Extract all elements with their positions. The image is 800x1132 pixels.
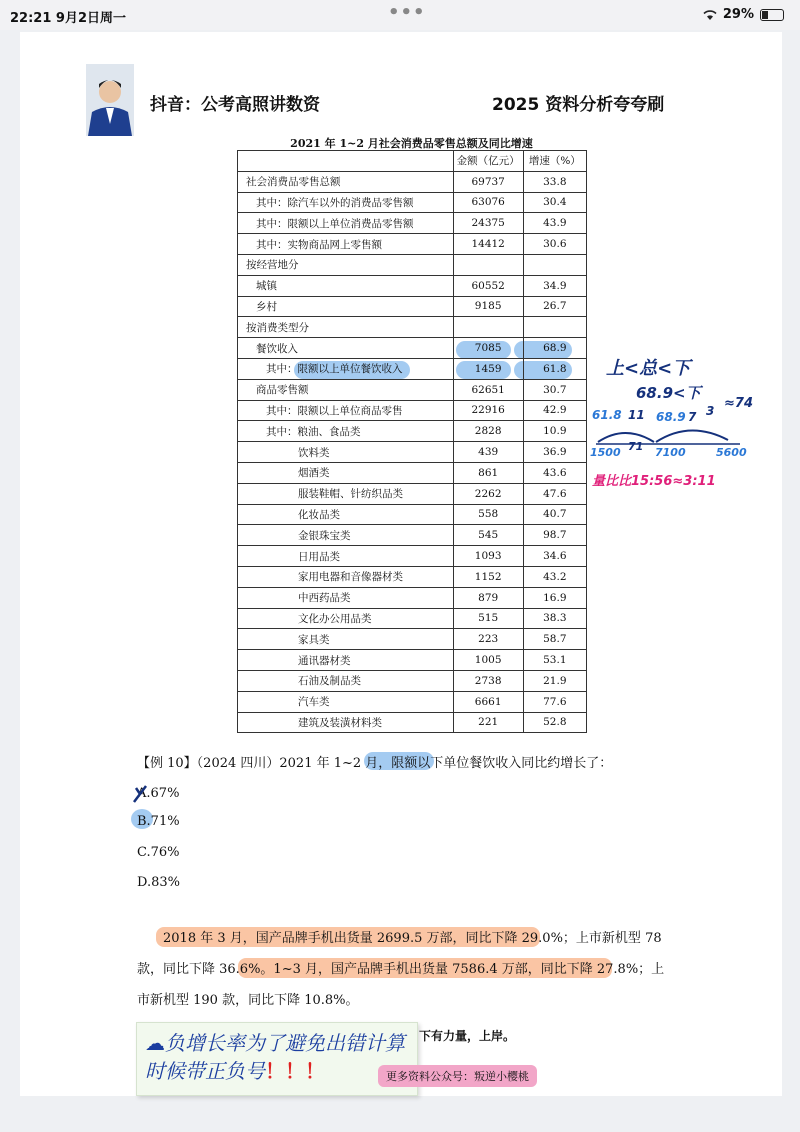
row-growth: 43.6: [523, 462, 586, 483]
table-row: [238, 296, 587, 317]
row-amount: 2828: [453, 421, 523, 442]
table-row: [238, 192, 587, 213]
table-row: [238, 400, 587, 421]
row-growth: 53.1: [523, 650, 586, 671]
option-b[interactable]: B.71%: [137, 814, 180, 829]
row-amount: 14412: [453, 234, 523, 255]
sticky-note: [136, 1022, 418, 1096]
table-row: [238, 275, 587, 296]
table-row: [238, 317, 587, 338]
row-growth: 61.8: [523, 358, 586, 379]
row-label: 其中：实物商品网上零售额: [238, 234, 454, 255]
handwriting-b2: 71: [628, 440, 644, 453]
table-row: [238, 546, 587, 567]
row-label: 饮料类: [238, 442, 454, 463]
row-label: 其中：限额以上单位消费品零售额: [238, 213, 454, 234]
row-label: 其中：粮油、食品类: [238, 421, 454, 442]
row-label: 建筑及装潢材料类: [238, 712, 454, 733]
row-amount: 879: [453, 587, 523, 608]
row-label: 城镇: [238, 275, 454, 296]
table-row: [238, 442, 587, 463]
table-row: [238, 254, 587, 275]
row-amount: 60552: [453, 275, 523, 296]
header-series: 2025 资料分析夸夸刷: [492, 95, 665, 115]
row-amount: 9185: [453, 296, 523, 317]
table-row: [238, 421, 587, 442]
row-growth: 36.9: [523, 442, 586, 463]
row-growth: 77.6: [523, 691, 586, 712]
header-blank: [238, 151, 454, 172]
row-label: 商品零售额: [238, 379, 454, 400]
handwriting-line2: 68.9<下: [636, 384, 701, 402]
row-label: 乡村: [238, 296, 454, 317]
row-growth: 34.9: [523, 275, 586, 296]
table-row: [238, 608, 587, 629]
row-growth: 43.9: [523, 213, 586, 234]
row-growth: 21.9: [523, 670, 586, 691]
table-row: [238, 712, 587, 733]
handwriting-ratio: 量比比15:56≈3:11: [592, 474, 716, 489]
row-label: 家用电器和音像器材类: [238, 566, 454, 587]
row-label: 金银珠宝类: [238, 525, 454, 546]
row-label: 中西药品类: [238, 587, 454, 608]
avatar: [86, 64, 134, 136]
table-row: [238, 691, 587, 712]
row-growth: 42.9: [523, 400, 586, 421]
row-amount: [453, 254, 523, 275]
table-header-row: [238, 151, 587, 172]
row-amount: 22916: [453, 400, 523, 421]
row-amount: 1459: [453, 358, 523, 379]
handwriting-n5: 3: [706, 404, 715, 418]
row-amount: 63076: [453, 192, 523, 213]
handwriting-n4: 7: [688, 410, 697, 424]
row-growth: [523, 317, 586, 338]
row-growth: 16.9: [523, 587, 586, 608]
option-c[interactable]: C.76%: [137, 845, 180, 860]
row-growth: 26.7: [523, 296, 586, 317]
status-time: 22:21 9月2日周一: [10, 11, 126, 26]
multitask-dots[interactable]: •••: [388, 2, 426, 23]
table-row: [238, 670, 587, 691]
battery-icon: [760, 9, 784, 21]
option-a[interactable]: A.67%: [137, 786, 180, 801]
row-growth: 40.7: [523, 504, 586, 525]
row-amount: 439: [453, 442, 523, 463]
battery-percent: 29%: [722, 7, 754, 22]
header-amount: 金额（亿元）: [453, 151, 523, 172]
row-growth: 30.7: [523, 379, 586, 400]
table-row: [238, 650, 587, 671]
row-amount: 62651: [453, 379, 523, 400]
table-row: [238, 483, 587, 504]
row-amount: 221: [453, 712, 523, 733]
row-growth: 68.9: [523, 338, 586, 359]
row-growth: 33.8: [523, 171, 586, 192]
row-growth: 52.8: [523, 712, 586, 733]
row-growth: 98.7: [523, 525, 586, 546]
row-growth: [523, 254, 586, 275]
question-stem: 【例 10】（2024 四川）2021 年 1~2 月，限额以下单位餐饮收入同比约增长了：: [137, 756, 613, 771]
table-row: [238, 213, 587, 234]
handwriting-approx: ≈74: [724, 396, 753, 411]
cross-mark-icon: [132, 784, 148, 804]
row-amount: 1093: [453, 546, 523, 567]
header-growth: 增速（%）: [523, 151, 586, 172]
row-label: 社会消费品零售总额: [238, 171, 454, 192]
handwriting-b1: 1500: [590, 446, 621, 459]
table-row: [238, 566, 587, 587]
table-row: [238, 338, 587, 359]
row-growth: 58.7: [523, 629, 586, 650]
row-label: 按消费类型分: [238, 317, 454, 338]
option-d[interactable]: D.83%: [137, 875, 180, 890]
row-amount: 2738: [453, 670, 523, 691]
row-label: 按经营地分: [238, 254, 454, 275]
row-label: 其中：除汽车以外的消费品零售额: [238, 192, 454, 213]
table-row: [238, 525, 587, 546]
row-growth: 30.6: [523, 234, 586, 255]
table-title: 2021 年 1~2 月社会消费品零售总额及同比增速: [290, 137, 533, 150]
row-label: 烟酒类: [238, 462, 454, 483]
row-amount: 7085: [453, 338, 523, 359]
retail-sales-table: [237, 150, 587, 733]
handwriting-line1: 上<总<下: [606, 358, 691, 379]
row-growth: 30.4: [523, 192, 586, 213]
row-amount: 545: [453, 525, 523, 546]
table-row: [238, 504, 587, 525]
handwriting-n2: 11: [628, 408, 645, 422]
row-label: 餐饮收入: [238, 338, 454, 359]
row-growth: 38.3: [523, 608, 586, 629]
table-row: [238, 358, 587, 379]
handwriting-b4: 5600: [716, 446, 747, 459]
row-growth: 47.6: [523, 483, 586, 504]
row-amount: 1152: [453, 566, 523, 587]
note-icon: ☁: [145, 1031, 165, 1055]
note-marks: ！！！: [265, 1059, 325, 1083]
table-row: [238, 171, 587, 192]
row-label: 其中：限额以上单位餐饮收入: [238, 358, 454, 379]
footer-slogan: 下有力量，上岸。: [419, 1029, 516, 1043]
row-label: 其中：限额以上单位商品零售: [238, 400, 454, 421]
row-label: 家具类: [238, 629, 454, 650]
footer-account: 更多资料公众号：叛逆小樱桃: [378, 1065, 537, 1087]
row-amount: 223: [453, 629, 523, 650]
row-amount: 1005: [453, 650, 523, 671]
status-bar: [0, 0, 800, 30]
table-row: [238, 587, 587, 608]
handwriting-n1: 61.8: [592, 408, 622, 422]
row-growth: 34.6: [523, 546, 586, 567]
header-account: 抖音：公考高照讲数资: [150, 95, 320, 115]
row-amount: 6661: [453, 691, 523, 712]
handwriting-b3: 7100: [655, 446, 686, 459]
wifi-icon: [703, 10, 717, 20]
row-amount: 69737: [453, 171, 523, 192]
row-amount: 24375: [453, 213, 523, 234]
table-row: [238, 462, 587, 483]
passage-text: 2018 年 3 月，国产品牌手机出货量 2699.5 万部，同比下降 29.0%；上市新机型 78 款，同比下降 36.6%。1~3 月，国产品牌手机出货量 7586.4 万部，同比下降 27.8%；上市新机型 190 款，同比下降 10.8%。: [137, 931, 665, 1008]
row-label: 日用品类: [238, 546, 454, 567]
row-amount: [453, 317, 523, 338]
row-growth: 43.2: [523, 566, 586, 587]
row-amount: 515: [453, 608, 523, 629]
note-text: 负增长率为了避免出错计算时候带正负号: [145, 1031, 405, 1083]
row-label: 石油及制品类: [238, 670, 454, 691]
row-label: 文化办公用品类: [238, 608, 454, 629]
row-label: 化妆品类: [238, 504, 454, 525]
row-amount: 2262: [453, 483, 523, 504]
row-label: 服装鞋帽、针纺织品类: [238, 483, 454, 504]
row-label: 汽车类: [238, 691, 454, 712]
row-amount: 861: [453, 462, 523, 483]
table-row: [238, 234, 587, 255]
row-label: 通讯器材类: [238, 650, 454, 671]
table-row: [238, 379, 587, 400]
row-amount: 558: [453, 504, 523, 525]
handwriting-n3: 68.9: [656, 410, 686, 424]
table-row: [238, 629, 587, 650]
row-growth: 10.9: [523, 421, 586, 442]
